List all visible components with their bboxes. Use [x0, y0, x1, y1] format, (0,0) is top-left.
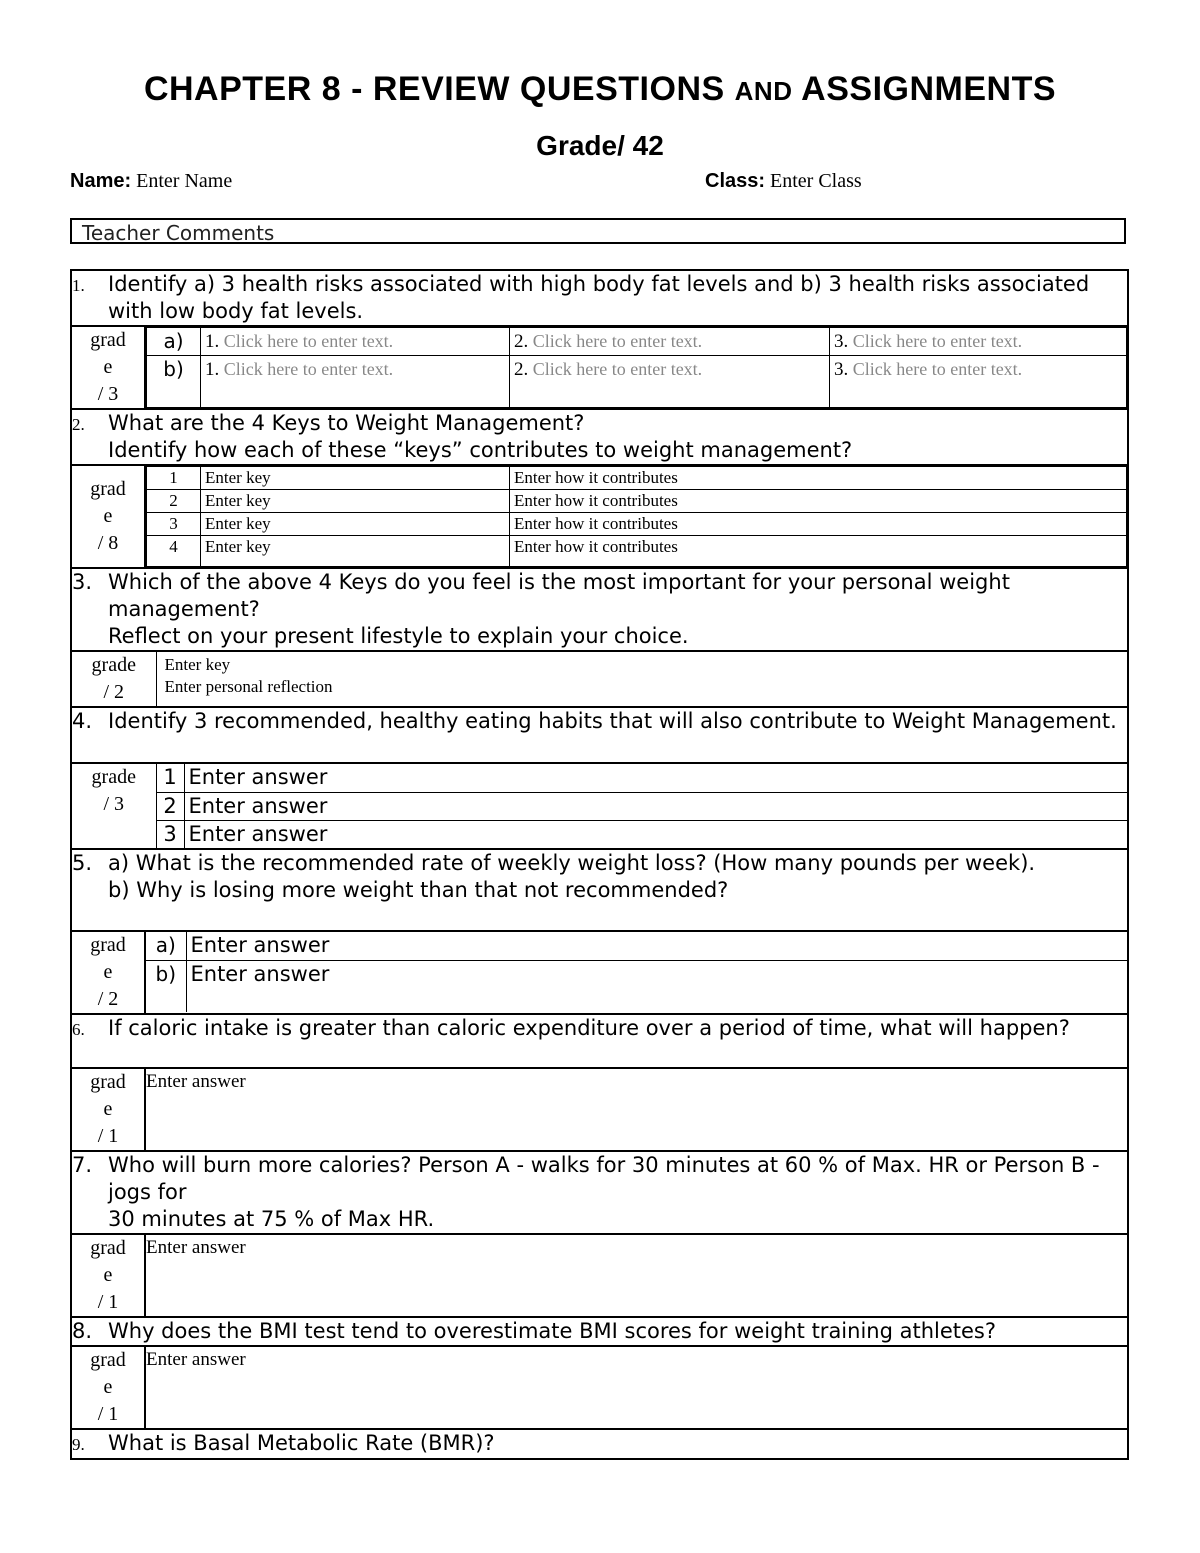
question-text: Reflect on your present lifestyle to explain your choice.	[108, 624, 689, 648]
question-number: 7.	[72, 1153, 93, 1177]
question-4	[71, 707, 1128, 763]
page-title: CHAPTER 8 - REVIEW QUESTIONS AND ASSIGNMENTS	[143, 70, 1057, 108]
answer-7	[71, 1234, 1128, 1317]
row-number: 2	[147, 490, 201, 513]
question-text: Identify a) 3 health risks associated with high body fat levels and b) 3 health risks associated with low body fat levels.	[108, 272, 1090, 323]
row-number: 1	[147, 467, 201, 490]
class-label: Class:	[705, 170, 766, 192]
grade-cell: grad e / 1	[71, 1234, 145, 1317]
contribution-input[interactable]: Enter how it contributes	[510, 490, 1127, 513]
question-number: 6.	[72, 1020, 85, 1039]
name-field[interactable]	[70, 170, 232, 193]
question-text: Which of the above 4 Keys do you feel is the most important for your personal weight management?	[108, 570, 1010, 621]
class-field[interactable]	[705, 170, 862, 193]
question-text: What are the 4 Keys to Weight Management?	[108, 411, 585, 435]
answer-input[interactable]: 3. Click here to enter text.	[830, 356, 1127, 408]
answer-input[interactable]: Enter answer	[184, 820, 1127, 848]
keys-grid	[146, 466, 1127, 567]
grade-cell: grade / 2	[72, 652, 156, 706]
total-grade: Grade/ 42	[536, 130, 664, 161]
answer-input[interactable]: 1. Click here to enter text.	[201, 328, 510, 356]
answer-grid	[72, 652, 1127, 706]
row-label: b)	[146, 960, 186, 1012]
question-text: If caloric intake is greater than caloric expenditure over a period of time, what will happen?	[108, 1016, 1070, 1040]
answer-grid	[146, 932, 1127, 1012]
row-label: a)	[146, 932, 186, 960]
question-text: Identify how each of these “keys” contributes to weight management?	[108, 438, 853, 462]
row-number: 1	[156, 764, 184, 792]
answer-grid	[146, 327, 1127, 408]
question-text: Who will burn more calories? Person A - walks for 30 minutes at 60 % of Max. HR or Person B - jogs for	[108, 1153, 1100, 1204]
contribution-input[interactable]: Enter how it contributes	[510, 513, 1127, 536]
answer-input[interactable]: 3. Click here to enter text.	[830, 328, 1127, 356]
question-6	[71, 1014, 1128, 1068]
row-label: a)	[147, 328, 201, 356]
answer-input[interactable]: Enter answer	[186, 960, 1127, 1012]
question-3	[71, 568, 1128, 651]
question-number: 8.	[72, 1319, 93, 1343]
answer-input[interactable]: Enter answer	[184, 792, 1127, 820]
name-label: Name:	[70, 170, 132, 192]
key-input[interactable]: Enter key	[201, 513, 510, 536]
grade-cell: grad e / 1	[71, 1068, 145, 1151]
grade-cell: grad e / 1	[71, 1346, 145, 1429]
question-number: 1.	[72, 276, 85, 295]
answer-5	[71, 931, 1128, 1014]
contribution-input[interactable]: Enter how it contributes	[510, 536, 1127, 567]
answer-input[interactable]: Enter answer	[184, 764, 1127, 792]
question-text: a) What is the recommended rate of weekly weight loss? (How many pounds per week).	[108, 851, 1036, 875]
question-text: 30 minutes at 75 % of Max HR.	[108, 1207, 435, 1231]
question-text: b) Why is losing more weight than that not recommended?	[108, 878, 729, 902]
contribution-input[interactable]: Enter how it contributes	[510, 467, 1127, 490]
key-input[interactable]: Enter key	[201, 536, 510, 567]
name-input[interactable]: Enter Name	[136, 170, 233, 192]
question-9	[71, 1429, 1128, 1459]
question-text: Why does the BMI test tend to overestimate BMI scores for weight training athletes?	[108, 1319, 997, 1343]
question-number: 9.	[72, 1435, 85, 1454]
answer-input[interactable]: 2. Click here to enter text.	[510, 356, 830, 408]
answer-grid	[72, 764, 1127, 848]
question-1	[71, 270, 1128, 326]
key-input[interactable]: Enter key	[201, 467, 510, 490]
question-5	[71, 849, 1128, 931]
grade-cell: grade / 3	[72, 764, 156, 848]
answer-1	[71, 326, 1128, 409]
answer-input[interactable]: Enter answer	[145, 1346, 1128, 1429]
grade-cell: grad e / 3	[71, 326, 145, 409]
answer-input[interactable]: Enter answer	[186, 932, 1127, 960]
row-number: 3	[156, 820, 184, 848]
row-label: b)	[147, 356, 201, 408]
class-input[interactable]: Enter Class	[770, 170, 862, 192]
question-7	[71, 1151, 1128, 1234]
answer-input[interactable]: Enter answer	[145, 1234, 1128, 1317]
answer-8	[71, 1346, 1128, 1429]
question-8	[71, 1317, 1128, 1346]
question-text: Identify 3 recommended, healthy eating habits that will also contribute to Weight Management.	[108, 709, 1117, 733]
answer-input[interactable]: 1. Click here to enter text.	[201, 356, 510, 408]
row-number: 2	[156, 792, 184, 820]
answer-4	[71, 763, 1128, 849]
question-number: 2.	[72, 415, 85, 434]
answer-input[interactable]: Enter key Enter personal reflection	[164, 655, 333, 696]
question-2	[71, 409, 1128, 465]
answer-2	[71, 465, 1128, 568]
answer-3	[71, 651, 1128, 707]
answer-input[interactable]: 2. Click here to enter text.	[510, 328, 830, 356]
grade-cell: grad e / 2	[71, 931, 145, 1014]
question-number: 3.	[72, 570, 93, 594]
questions-table	[70, 269, 1129, 1460]
row-number: 3	[147, 513, 201, 536]
question-text: What is Basal Metabolic Rate (BMR)?	[108, 1431, 495, 1455]
answer-6	[71, 1068, 1128, 1151]
question-number: 5.	[72, 851, 93, 875]
teacher-comments-field[interactable]: Teacher Comments	[70, 218, 1126, 244]
grade-cell: grad e / 8	[71, 465, 145, 568]
key-input[interactable]: Enter key	[201, 490, 510, 513]
row-number: 4	[147, 536, 201, 567]
question-number: 4.	[72, 709, 93, 733]
answer-input[interactable]: Enter answer	[145, 1068, 1128, 1151]
